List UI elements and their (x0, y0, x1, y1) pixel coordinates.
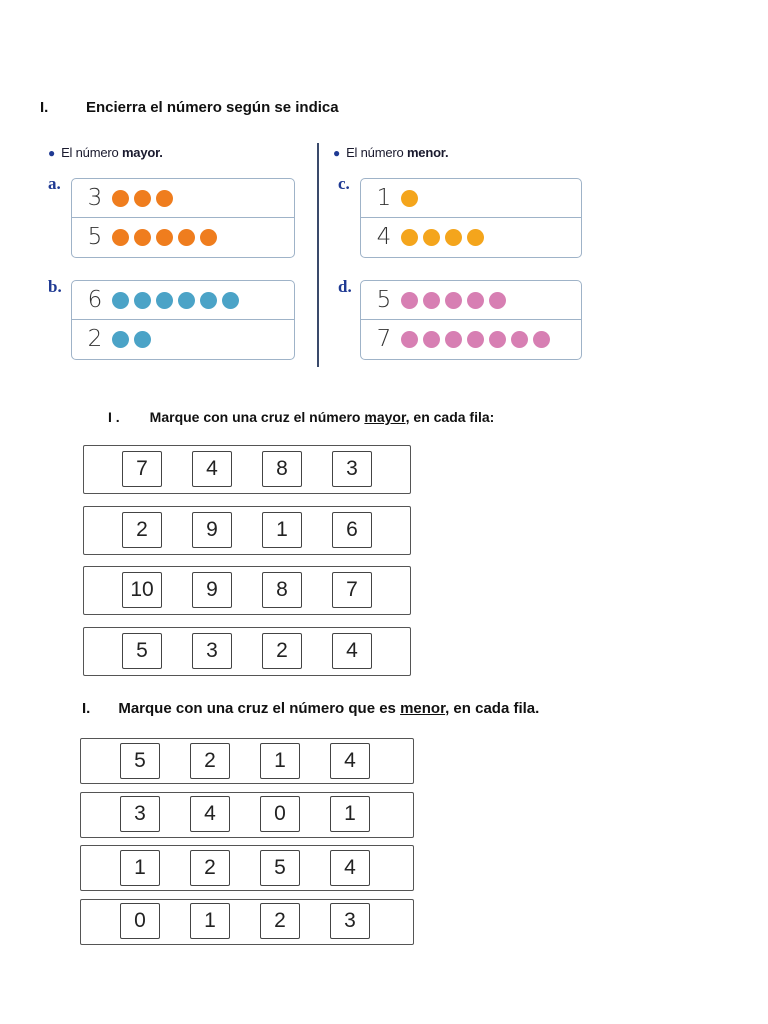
section1-title: Encierra el número según se indica (86, 99, 339, 116)
number-cell[interactable]: 9 (192, 512, 232, 548)
count-dot (401, 331, 418, 348)
number-cell[interactable]: 6 (332, 512, 372, 548)
section3-heading (82, 700, 539, 717)
count-dot (401, 292, 418, 309)
section3-prefix: Marque con una cruz el número que es (118, 700, 401, 717)
card-row (72, 281, 294, 320)
dot-group (112, 292, 239, 309)
section2-heading (108, 409, 494, 425)
dot-group (401, 292, 506, 309)
number-cell[interactable]: 4 (192, 451, 232, 487)
count-dot (112, 190, 129, 207)
column-divider (317, 143, 319, 367)
count-dot (445, 331, 462, 348)
card-row (361, 179, 581, 218)
count-dot (112, 331, 129, 348)
bullet-icon: ● (48, 146, 56, 160)
count-dot (445, 292, 462, 309)
number-cell[interactable]: 9 (192, 572, 232, 608)
left-instruction-emphasis: mayor. (121, 145, 163, 160)
count-number[interactable]: 5 (376, 287, 392, 313)
section2-prefix: Marque con una cruz el número (149, 409, 365, 425)
number-cell[interactable]: 1 (120, 850, 160, 886)
number-cell[interactable]: 8 (262, 451, 302, 487)
dot-group (401, 331, 550, 348)
count-dot (200, 229, 217, 246)
count-number[interactable]: 2 (87, 326, 103, 352)
number-cell[interactable]: 4 (332, 633, 372, 669)
number-cell[interactable]: 3 (192, 633, 232, 669)
count-number[interactable]: 6 (87, 287, 103, 313)
number-row (80, 792, 414, 838)
number-cell[interactable]: 5 (122, 633, 162, 669)
number-row (83, 445, 411, 494)
section3-number: I. (82, 700, 91, 717)
section1-number: I. (40, 99, 49, 116)
group-letter-c: c. (338, 174, 350, 193)
count-dot (445, 229, 462, 246)
bullet-icon: ● (333, 146, 341, 160)
dot-group (401, 190, 418, 207)
count-number[interactable]: 3 (87, 185, 103, 211)
count-number[interactable]: 5 (87, 224, 103, 250)
number-cell[interactable]: 0 (120, 903, 160, 939)
count-dot (134, 292, 151, 309)
section2-number: I . (108, 409, 120, 425)
count-dot (489, 292, 506, 309)
count-dot (156, 292, 173, 309)
count-number[interactable]: 4 (376, 224, 392, 250)
count-dot (423, 292, 440, 309)
count-dot (156, 190, 173, 207)
dot-group (112, 190, 173, 207)
right-instruction-emphasis: menor. (406, 145, 449, 160)
group-letter-a: a. (48, 174, 61, 193)
left-instruction-prefix: El número (61, 145, 122, 160)
number-cell[interactable]: 3 (120, 796, 160, 832)
group-letter-d: d. (338, 277, 352, 296)
number-cell[interactable]: 4 (190, 796, 230, 832)
number-cell[interactable]: 4 (330, 850, 370, 886)
card-row (361, 320, 581, 358)
count-dot (489, 331, 506, 348)
count-dot (178, 229, 195, 246)
number-cell[interactable]: 4 (330, 743, 370, 779)
dot-group (112, 331, 151, 348)
group-card-d (360, 280, 582, 360)
count-dot (467, 292, 484, 309)
card-row (72, 218, 294, 256)
card-row (361, 218, 581, 256)
group-card-a (71, 178, 295, 258)
number-cell[interactable]: 8 (262, 572, 302, 608)
number-cell[interactable]: 3 (332, 451, 372, 487)
count-dot (156, 229, 173, 246)
number-row (83, 506, 411, 555)
left-instruction (48, 145, 163, 160)
number-cell[interactable]: 2 (260, 903, 300, 939)
number-cell[interactable]: 2 (122, 512, 162, 548)
number-cell[interactable]: 2 (262, 633, 302, 669)
number-cell[interactable]: 7 (122, 451, 162, 487)
count-dot (134, 229, 151, 246)
number-row (80, 845, 414, 891)
dot-group (401, 229, 484, 246)
count-dot (423, 229, 440, 246)
count-dot (112, 229, 129, 246)
count-number[interactable]: 7 (376, 326, 392, 352)
count-dot (112, 292, 129, 309)
number-cell[interactable]: 10 (122, 572, 162, 608)
number-cell[interactable]: 1 (190, 903, 230, 939)
count-dot (423, 331, 440, 348)
count-dot (511, 331, 528, 348)
number-cell[interactable]: 1 (260, 743, 300, 779)
group-letter-b: b. (48, 277, 62, 296)
right-instruction-prefix: El número (346, 145, 407, 160)
count-dot (401, 190, 418, 207)
section2-suffix: en cada fila: (409, 409, 495, 425)
number-row (80, 738, 414, 784)
card-row (72, 320, 294, 358)
group-card-c (360, 178, 582, 258)
number-row (80, 899, 414, 945)
number-cell[interactable]: 7 (332, 572, 372, 608)
card-row (72, 179, 294, 218)
count-dot (134, 190, 151, 207)
number-cell[interactable]: 5 (120, 743, 160, 779)
right-instruction (333, 145, 448, 160)
number-cell[interactable]: 0 (260, 796, 300, 832)
count-dot (178, 292, 195, 309)
number-cell[interactable]: 2 (190, 743, 230, 779)
number-row (83, 627, 411, 676)
count-number[interactable]: 1 (376, 185, 392, 211)
count-dot (222, 292, 239, 309)
count-dot (134, 331, 151, 348)
count-dot (533, 331, 550, 348)
number-cell[interactable]: 5 (260, 850, 300, 886)
count-dot (467, 331, 484, 348)
group-card-b (71, 280, 295, 360)
number-cell[interactable]: 1 (262, 512, 302, 548)
section2-emphasis: mayor, (364, 409, 410, 425)
count-dot (200, 292, 217, 309)
number-cell[interactable]: 2 (190, 850, 230, 886)
card-row (361, 281, 581, 320)
number-cell[interactable]: 3 (330, 903, 370, 939)
count-dot (401, 229, 418, 246)
count-dot (467, 229, 484, 246)
number-row (83, 566, 411, 615)
dot-group (112, 229, 217, 246)
number-cell[interactable]: 1 (330, 796, 370, 832)
section3-emphasis: menor (400, 700, 446, 717)
section3-suffix: , en cada fila. (445, 700, 540, 717)
